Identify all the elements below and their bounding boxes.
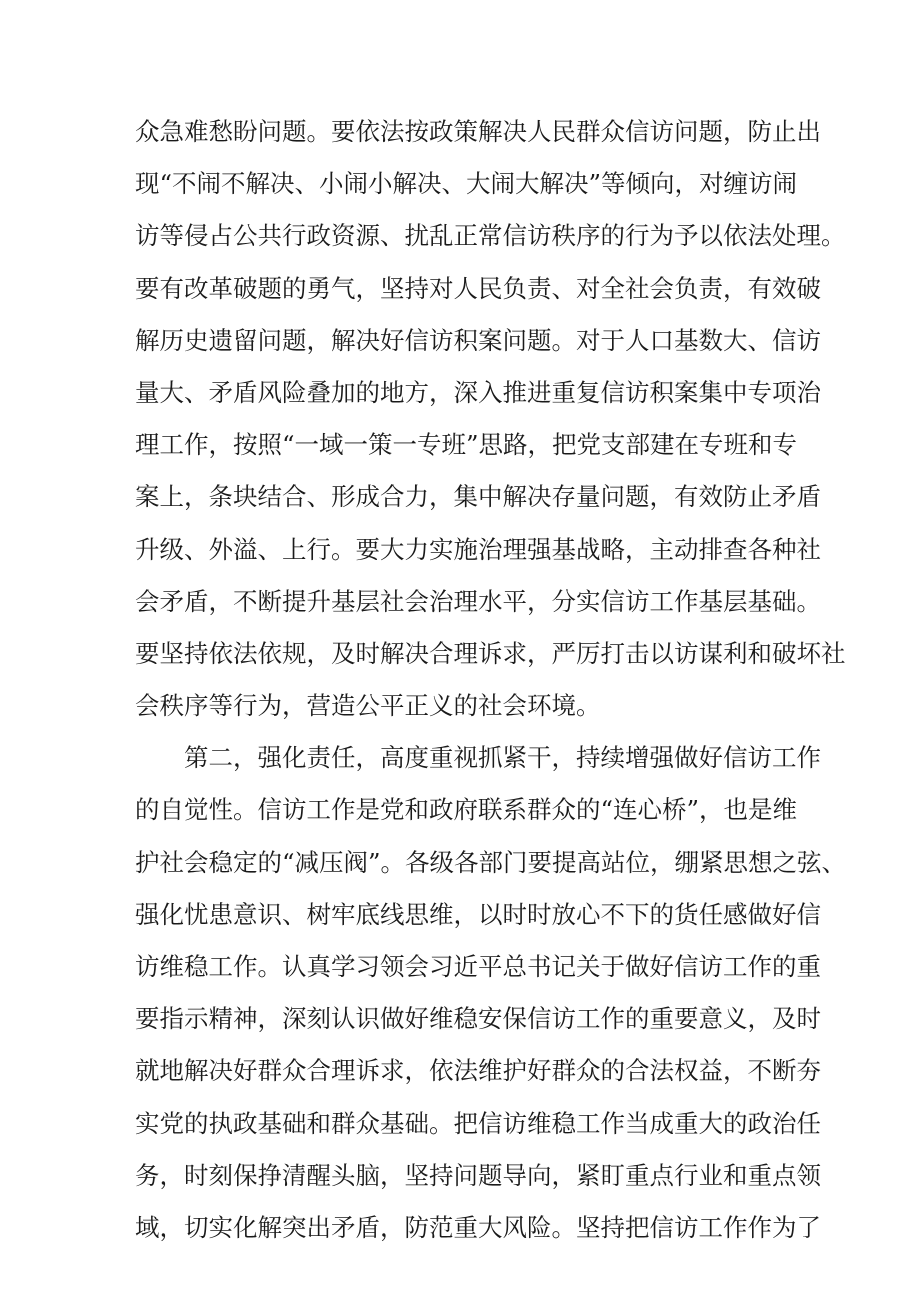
text-line: 域，切实化解突出矛盾，防范重大风险。坚持把信访工作作为了 xyxy=(135,1212,821,1242)
text-line: 访等侵占公共行政资源、扰乱正常信访秩序的行为予以依法处理。 xyxy=(135,221,846,251)
text-line: 解历史遗留问题，解决好信访积案问题。对于人口基数大、信访 xyxy=(135,325,821,355)
text-line: 就地解决好群众合理诉求，依法维护好群众的合法权益，不断夯 xyxy=(135,1056,821,1086)
text-line: 升级、外溢、上行。要大力实施治理强基战略，主动排查各种社 xyxy=(135,534,821,564)
text-line: 护社会稳定的“减压阀”。各级各部门要提高站位，绷紧思想之弦、 xyxy=(135,847,847,877)
text-line: 实党的执政基础和群众基础。把信访维稳工作当成重大的政治任 xyxy=(135,1108,821,1138)
document-body xyxy=(135,106,847,1254)
text-line: 要有改革破题的勇气，坚持对人民负责、对全社会负责，有效破 xyxy=(135,273,821,303)
text-line: 的自觉性。信访工作是党和政府联系群众的“连心桥”，也是维 xyxy=(135,795,798,825)
text-line: 务，时刻保挣清醒头脑，坚持问题导向，紧盯重点行业和重点领 xyxy=(135,1160,821,1190)
text-line: 强化忧患意识、树牢底线思维，以时时放心不下的货任感做好信 xyxy=(135,899,821,929)
text-line: 要指示精神，深刻认识做好维稳安保信访工作的重要意义，及时 xyxy=(135,1004,821,1034)
text-line: 第二，强化责任，高度重视抓紧干，持续增强做好信访工作 xyxy=(135,743,821,773)
text-line: 量大、矛盾风险叠加的地方，深入推进重复信访积案集中专项治 xyxy=(135,377,821,407)
text-line: 案上，条块结合、形成合力，集中解决存量问题，有效防止矛盾 xyxy=(135,482,821,512)
paragraph-2 xyxy=(135,732,847,1254)
text-line: 现“不闹不解决、小闹小解决、大闹大解决”等倾向，对缠访闹 xyxy=(135,169,798,199)
text-line: 会秩序等行为，营造公平正义的社会环境。 xyxy=(135,691,601,721)
text-line: 要坚持依法依规，及时解决合理诉求，严厉打击以访谋利和破坏社 xyxy=(135,638,846,668)
text-line: 理工作，按照“一域一策一专班”思路，把党支部建在专班和专 xyxy=(135,430,798,460)
text-line: 访维稳工作。认真学习领会习近平总书记关于做好信访工作的重 xyxy=(135,952,821,981)
paragraph-1 xyxy=(135,106,846,732)
text-line: 众急难愁盼问题。要依法按政策解决人民群众信访问题，防止出 xyxy=(135,117,821,146)
text-line: 会矛盾，不断提升基层社会治理水平，分实信访工作基层基础。 xyxy=(135,586,821,616)
